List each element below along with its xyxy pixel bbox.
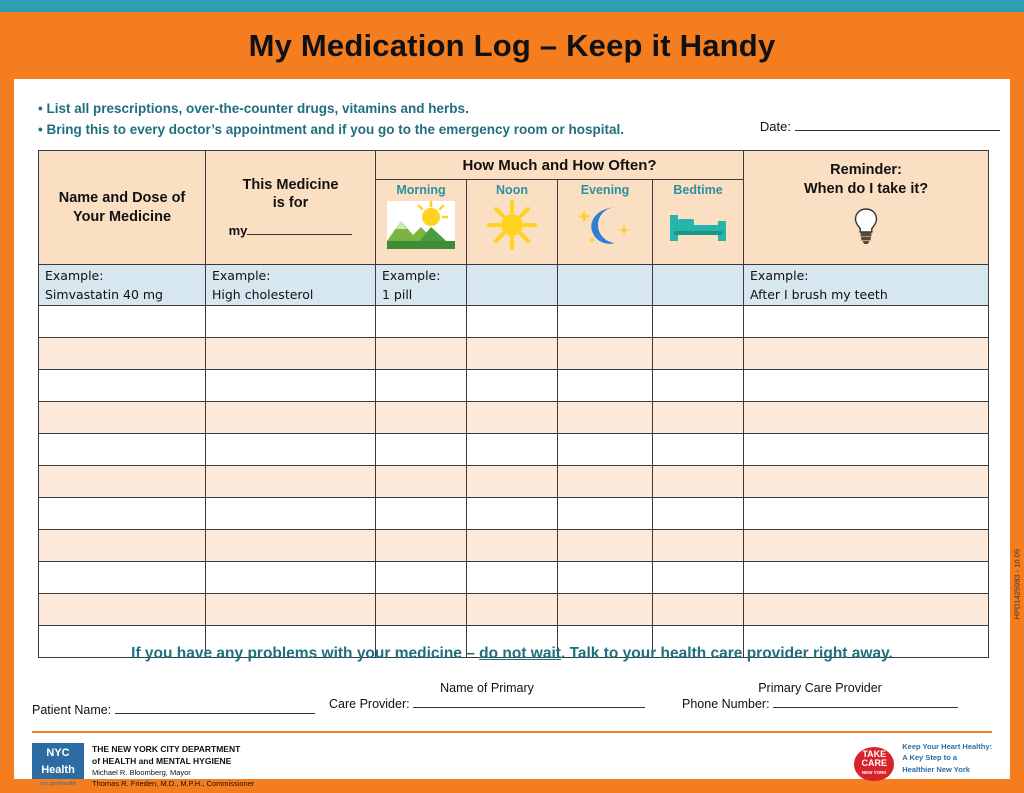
row-evening-cell[interactable] (558, 370, 653, 402)
row-medicine-cell[interactable] (39, 466, 206, 498)
row-noon-cell[interactable] (467, 498, 558, 530)
example-evening-cell[interactable] (558, 265, 653, 306)
row-isfor-cell[interactable] (206, 338, 376, 370)
row-medicine-cell[interactable] (39, 338, 206, 370)
header-evening (558, 180, 653, 265)
row-isfor-cell[interactable] (206, 402, 376, 434)
example-medicine-line2: Simvastatin 40 mg (45, 286, 163, 302)
nyc-logo-line2: Health (41, 763, 75, 776)
table-row (39, 434, 989, 466)
header-reminder (744, 151, 989, 265)
row-medicine-cell[interactable] (39, 530, 206, 562)
header-my-label: my (228, 223, 248, 238)
page-title: My Medication Log – Keep it Handy (248, 27, 776, 63)
row-bedtime-cell[interactable] (653, 562, 744, 594)
row-isfor-cell[interactable] (206, 498, 376, 530)
example-reminder-line1: Example: (750, 268, 809, 283)
header-morning-label: Morning (396, 183, 446, 197)
header-name-and-dose-line1: Name and Dose of (58, 190, 186, 207)
row-evening-cell[interactable] (558, 530, 653, 562)
footer-divider (32, 731, 992, 733)
department-line3: Michael R. Bloomberg, Mayor (92, 767, 191, 777)
row-medicine-cell[interactable] (39, 434, 206, 466)
row-reminder-cell[interactable] (744, 498, 989, 530)
header-morning (376, 180, 467, 265)
page-header-band (14, 12, 1010, 79)
row-evening-cell[interactable] (558, 466, 653, 498)
provider-phone-write-line[interactable] (773, 695, 958, 708)
row-bedtime-cell[interactable] (653, 338, 744, 370)
header-this-medicine-is-for (206, 151, 376, 265)
signature-area (14, 679, 1010, 727)
table-row (39, 402, 989, 434)
apple-text (856, 750, 892, 769)
header-reminder-line1: Reminder: (830, 162, 902, 179)
row-morning-cell[interactable] (376, 530, 467, 562)
instruction-bullet-1: • List all prescriptions, over-the-counter drugs, vitamins and herbs. (38, 101, 469, 116)
page-content (14, 79, 1021, 788)
row-evening-cell[interactable] (558, 594, 653, 626)
row-isfor-cell[interactable] (206, 562, 376, 594)
example-reminder-cell[interactable] (744, 265, 989, 306)
header-name-and-dose-line2: Your Medicine (72, 208, 172, 225)
provider-phone-label-line2-wrap (682, 695, 958, 711)
row-bedtime-cell[interactable] (653, 466, 744, 498)
row-reminder-cell[interactable] (744, 434, 989, 466)
sun-icon (486, 199, 538, 251)
document-code: HPD1425983 - 10.05 (1012, 549, 1021, 620)
row-medicine-cell[interactable] (39, 562, 206, 594)
example-morning-line1: Example: (382, 268, 441, 283)
example-reminder-line2: After I brush my teeth (750, 286, 888, 302)
footer-advice-part1: If you have any problems with your medicine – (131, 645, 480, 662)
example-medicine-line1: Example: (45, 268, 104, 283)
take-care-line3: Healthier New York (902, 764, 970, 774)
table-example-row (39, 265, 989, 306)
nyc-health-logo (32, 743, 254, 789)
row-medicine-cell[interactable] (39, 498, 206, 530)
row-morning-cell[interactable] (376, 338, 467, 370)
sunrise-mountain-icon (387, 201, 455, 249)
example-morning-line2: 1 pill (382, 286, 413, 302)
row-morning-cell[interactable] (376, 370, 467, 402)
table-row (39, 306, 989, 338)
take-care-line2: A Key Step to a (902, 753, 957, 763)
department-line1: THE NEW YORK CITY DEPARTMENT (92, 744, 241, 754)
header-reminder-line2: When do I take it? (804, 180, 929, 197)
table-row (39, 338, 989, 370)
row-isfor-cell[interactable] (206, 530, 376, 562)
header-bedtime (653, 180, 744, 265)
row-noon-cell[interactable] (467, 338, 558, 370)
nyc-logo-line1: NYC (46, 747, 70, 759)
row-noon-cell[interactable] (467, 594, 558, 626)
primary-care-write-line[interactable] (413, 695, 645, 708)
table-row (39, 370, 989, 402)
lightbulb-icon-wrap (744, 198, 988, 254)
row-reminder-cell[interactable] (744, 594, 989, 626)
provider-phone-field[interactable] (682, 681, 958, 711)
example-medicine-cell[interactable] (39, 265, 206, 306)
header-evening-label: Evening (580, 183, 630, 197)
row-bedtime-cell[interactable] (653, 370, 744, 402)
row-isfor-cell[interactable] (206, 594, 376, 626)
primary-care-label-line1: Name of Primary (440, 681, 534, 695)
row-reminder-cell[interactable] (744, 306, 989, 338)
medication-table (38, 150, 989, 658)
lightbulb-icon (853, 207, 879, 245)
example-noon-cell[interactable] (467, 265, 558, 306)
row-morning-cell[interactable] (376, 466, 467, 498)
take-care-line1: Keep Your Heart Healthy: (902, 742, 992, 751)
primary-care-label-line2: Care Provider: (329, 697, 410, 711)
provider-phone-label-line1: Primary Care Provider (758, 681, 882, 695)
row-noon-cell[interactable] (467, 306, 558, 338)
row-evening-cell[interactable] (558, 434, 653, 466)
row-reminder-cell[interactable] (744, 466, 989, 498)
take-care-new-york-logo (852, 741, 992, 781)
header-my-field[interactable] (206, 222, 375, 239)
instructions (38, 99, 738, 141)
apple-line2: CARE (861, 758, 887, 769)
nyc-logo-mark (32, 743, 84, 787)
row-bedtime-cell[interactable] (653, 434, 744, 466)
row-medicine-cell[interactable] (39, 594, 206, 626)
example-isfor-line2: High cholesterol (212, 286, 314, 302)
header-my-write-line[interactable] (247, 222, 352, 235)
table-row (39, 530, 989, 562)
row-medicine-cell[interactable] (39, 402, 206, 434)
apple-icon (852, 741, 896, 781)
table-row (39, 466, 989, 498)
bed-icon (668, 205, 728, 245)
row-noon-cell[interactable] (467, 466, 558, 498)
header-name-and-dose (39, 151, 206, 265)
provider-phone-label-line2: Phone Number: (682, 697, 770, 711)
row-bedtime-cell[interactable] (653, 402, 744, 434)
row-morning-cell[interactable] (376, 402, 467, 434)
moon-icon-wrap (558, 197, 652, 253)
table-header-row-1 (39, 151, 989, 180)
row-noon-cell[interactable] (467, 562, 558, 594)
right-orange-border (1010, 12, 1024, 793)
example-isfor-line1: Example: (212, 268, 271, 283)
row-evening-cell[interactable] (558, 306, 653, 338)
footer-advice-underline: do not wait (479, 645, 561, 662)
row-morning-cell[interactable] (376, 498, 467, 530)
row-morning-cell[interactable] (376, 434, 467, 466)
row-medicine-cell[interactable] (39, 306, 206, 338)
row-reminder-cell[interactable] (744, 338, 989, 370)
row-noon-cell[interactable] (467, 530, 558, 562)
row-bedtime-cell[interactable] (653, 306, 744, 338)
row-bedtime-cell[interactable] (653, 594, 744, 626)
row-reminder-cell[interactable] (744, 370, 989, 402)
apple-line1: TAKE (862, 749, 887, 759)
row-medicine-cell[interactable] (39, 370, 206, 402)
patient-name-label: Patient Name: (32, 703, 112, 717)
row-isfor-cell[interactable] (206, 306, 376, 338)
footer-advice-part2: . Talk to your health care provider right away. (560, 645, 893, 662)
row-evening-cell[interactable] (558, 498, 653, 530)
header-bedtime-label: Bedtime (673, 183, 723, 197)
sun-icon-wrap (467, 197, 557, 253)
left-orange-border (0, 12, 14, 793)
row-evening-cell[interactable] (558, 338, 653, 370)
department-line2: of HEALTH and MENTAL HYGIENE (92, 756, 232, 767)
date-field[interactable] (760, 118, 1000, 134)
bed-icon-wrap (653, 197, 743, 253)
row-isfor-cell[interactable] (206, 434, 376, 466)
department-text (92, 743, 254, 789)
date-label: Date: (759, 119, 791, 134)
example-bedtime-cell[interactable] (653, 265, 744, 306)
top-teal-bar (0, 0, 1024, 12)
row-reminder-cell[interactable] (744, 562, 989, 594)
footer-advice (14, 645, 1010, 663)
table-row (39, 498, 989, 530)
header-noon-label: Noon (496, 183, 528, 197)
sunrise-icon-wrap (376, 197, 466, 253)
header-medicine-for-line2: is for (272, 194, 309, 211)
header-medicine-for-line1: This Medicine (242, 176, 339, 193)
row-reminder-cell[interactable] (744, 530, 989, 562)
row-bedtime-cell[interactable] (653, 498, 744, 530)
row-reminder-cell[interactable] (744, 402, 989, 434)
nyc-logo-url: nyc.gov/health (40, 781, 76, 787)
row-morning-cell[interactable] (376, 594, 467, 626)
row-isfor-cell[interactable] (206, 370, 376, 402)
row-noon-cell[interactable] (467, 402, 558, 434)
row-morning-cell[interactable] (376, 562, 467, 594)
header-noon (467, 180, 558, 265)
row-evening-cell[interactable] (558, 402, 653, 434)
example-isfor-cell[interactable] (206, 265, 376, 306)
row-bedtime-cell[interactable] (653, 530, 744, 562)
table-row (39, 594, 989, 626)
patient-name-field[interactable] (32, 701, 315, 717)
example-morning-cell[interactable] (376, 265, 467, 306)
table-row (39, 562, 989, 594)
primary-care-label-line2-wrap (329, 695, 645, 711)
nyc-logo-box (32, 743, 84, 779)
date-write-line[interactable] (795, 118, 1000, 131)
row-isfor-cell[interactable] (206, 466, 376, 498)
patient-name-write-line[interactable] (115, 701, 315, 714)
row-noon-cell[interactable] (467, 370, 558, 402)
primary-care-provider-field[interactable] (329, 681, 645, 711)
row-noon-cell[interactable] (467, 434, 558, 466)
moon-stars-icon (575, 203, 635, 247)
department-line4: Thomas R. Frieden, M.D., M.P.H., Commissioner (92, 778, 255, 788)
instruction-bullet-2: • Bring this to every doctor’s appointment and if you go to the emergency room or hospital. (38, 121, 625, 137)
take-care-text (902, 741, 992, 775)
header-how-much-how-often: How Much and How Often? (376, 151, 744, 180)
row-morning-cell[interactable] (376, 306, 467, 338)
row-evening-cell[interactable] (558, 562, 653, 594)
apple-sub: NEW YORK (861, 770, 887, 775)
